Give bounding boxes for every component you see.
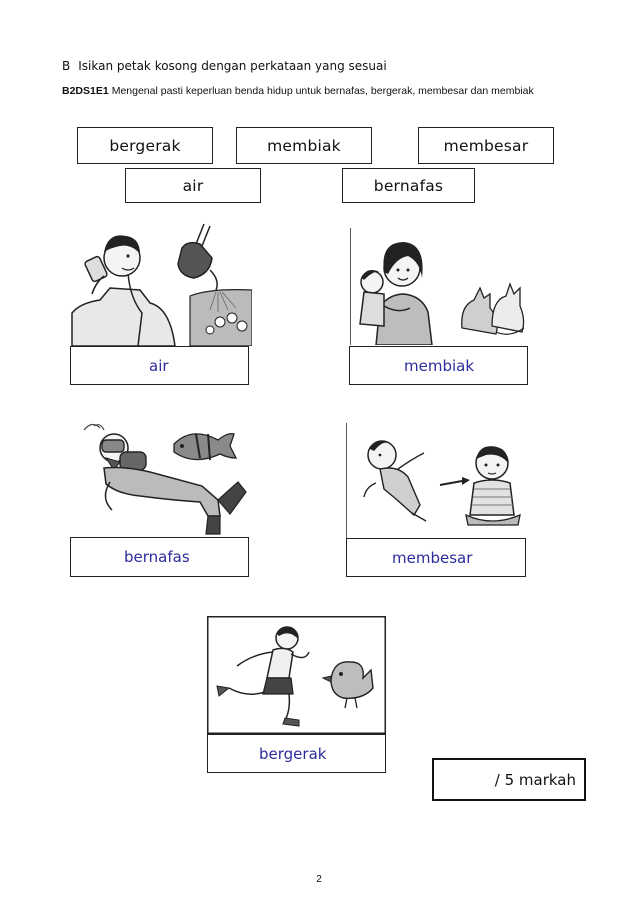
section-letter: B xyxy=(62,59,71,73)
answer-box-mother-child-cats[interactable]: membiak xyxy=(349,346,528,385)
answer-box-diver-fish[interactable]: bernafas xyxy=(70,537,249,577)
boy-drinking-watering-plants-illustration xyxy=(70,218,252,346)
scuba-diver-fish-illustration xyxy=(70,422,248,537)
word-bank-membiak: membiak xyxy=(236,127,372,164)
answer-box-boy-watering[interactable]: air xyxy=(70,346,249,385)
score-box xyxy=(432,758,586,801)
section-instruction: Isikan petak kosong dengan perkataan yang sesuai xyxy=(78,59,387,73)
answer-box-runner-bird[interactable]: bergerak xyxy=(207,734,386,773)
section-heading xyxy=(62,59,387,73)
answer-box-baby-to-boy[interactable]: membesar xyxy=(346,538,526,577)
word-bank-bernafas: bernafas xyxy=(342,168,475,203)
learning-objective xyxy=(62,84,552,99)
word-bank-bergerak: bergerak xyxy=(77,127,213,164)
objective-code: B2DS1E1 xyxy=(62,85,109,97)
score-label: / 5 markah xyxy=(494,770,576,789)
mother-child-cats-illustration xyxy=(350,228,526,345)
word-bank-air: air xyxy=(125,168,261,203)
baby-grows-to-boy-illustration xyxy=(346,423,526,538)
objective-text: Mengenal pasti keperluan benda hidup untuk bernafas, bergerak, membesar dan membiak xyxy=(111,85,534,97)
word-bank-membesar: membesar xyxy=(418,127,554,164)
page-number: 2 xyxy=(316,874,322,885)
runner-and-bird-illustration xyxy=(207,616,386,734)
